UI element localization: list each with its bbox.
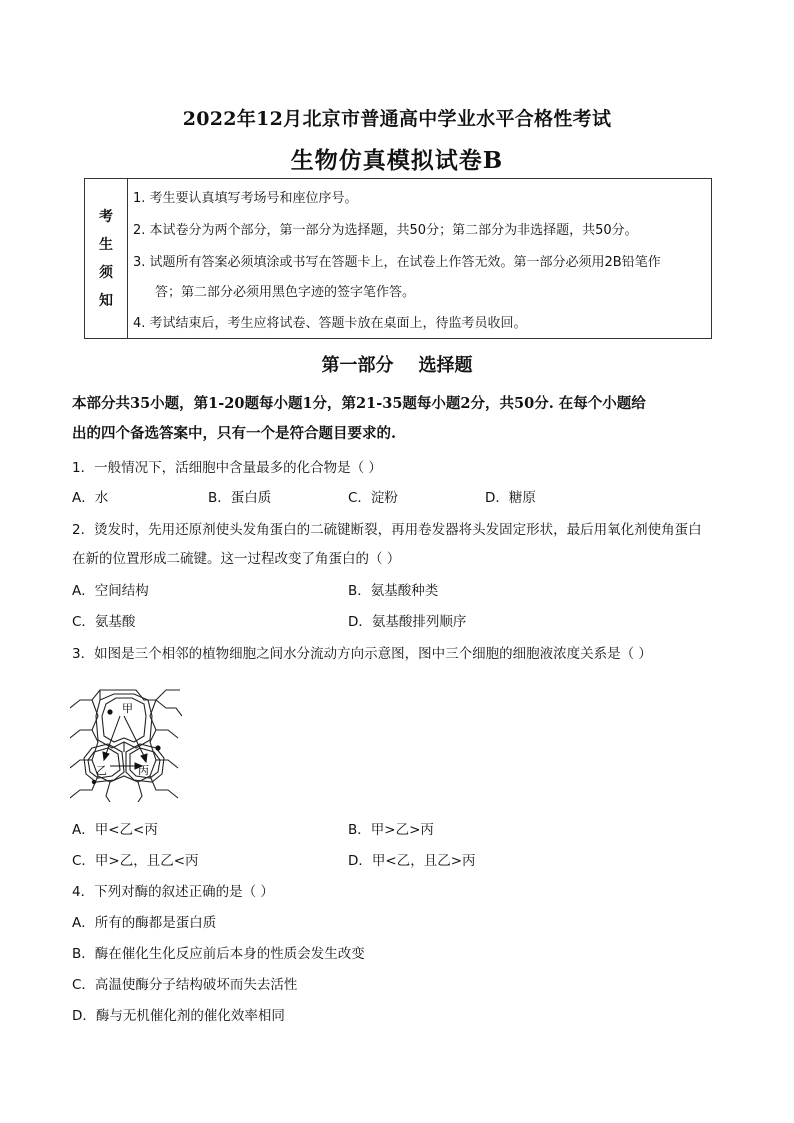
question-4-option-c: C．高温使酶分子结构破坏而失去活性 (72, 977, 298, 993)
question-2-option-d: D．氨基酸排列顺序 (348, 614, 467, 630)
question-1-option-a: A．水 (72, 490, 109, 506)
cell-label-bing: 丙 (138, 764, 149, 777)
question-4-option-a: A．所有的酶都是蛋白质 (72, 915, 217, 931)
section-title: 第一部分 选择题 (321, 355, 473, 376)
question-3-option-d: D．甲<乙，且乙>丙 (348, 853, 476, 869)
question-2-option-c: C．氨基酸 (72, 614, 136, 630)
question-3-option-c: C．甲>乙，且乙<丙 (72, 853, 199, 869)
question-4-stem: 4．下列对酶的叙述正确的是（ ） (72, 884, 274, 900)
notice-label-char: 知 (99, 292, 113, 309)
notice-item: 2. 本试卷分为两个部分，第一部分为选择题，共50分；第二部分为非选择题，共50分。 (133, 223, 638, 238)
question-4-option-b: B．酶在催化生化反应前后本身的性质会发生改变 (72, 946, 365, 962)
question-3-option-a: A．甲<乙<丙 (72, 822, 158, 838)
notice-label-char: 须 (99, 264, 113, 281)
cell-network-figure (70, 686, 182, 802)
section-intro-line: 出的四个备选答案中，只有一个是符合题目要求的. (72, 425, 397, 442)
section-intro-line: 本部分共35小题，第1-20题每小题1分，第21-35题每小题2分，共50分. 在每个小题给 (72, 395, 646, 412)
question-2-option-b: B．氨基酸种类 (348, 583, 439, 599)
question-2-stem: 2．烫发时，先用还原剂使头发角蛋白的二硫键断裂，再用卷发器将头发固定形状，最后用氧化剂使角蛋白 (72, 522, 702, 538)
notice-label-char: 考 (99, 208, 113, 225)
question-2-option-a: A．空间结构 (72, 583, 149, 599)
notice-item: 4. 考试结束后，考生应将试卷、答题卡放在桌面上，待监考员收回。 (133, 316, 527, 331)
question-3-stem: 3．如图是三个相邻的植物细胞之间水分流动方向示意图，图中三个细胞的细胞液浓度关系是（ ） (72, 646, 652, 662)
notice-label (85, 179, 128, 338)
exam-notice-box (84, 178, 712, 339)
notice-item: 1. 考生要认真填写考场号和座位序号。 (133, 191, 358, 206)
notice-item: 3. 试题所有答案必须填涂或书写在答题卡上，在试卷上作答无效。第一部分必须用2B铅笔作 (133, 255, 661, 270)
exam-subtitle: 生物仿真模拟试卷B (290, 147, 504, 174)
notice-label-char: 生 (99, 236, 113, 253)
notice-item: 答；第二部分必须用黑色字迹的签字笔作答。 (155, 285, 416, 300)
cell-label-yi: 乙 (96, 764, 107, 777)
question-1-stem: 1．一般情况下，活细胞中含量最多的化合物是（ ） (72, 460, 382, 476)
question-1-option-c: C．淀粉 (348, 490, 398, 506)
cell-label-jia: 甲 (122, 702, 133, 715)
question-3-option-b: B．甲>乙>丙 (348, 822, 434, 838)
plant-cell-diagram (70, 686, 182, 806)
question-4-option-d: D．酶与无机催化剂的催化效率相同 (72, 1008, 285, 1024)
question-2-stem: 在新的位置形成二硫键。这一过程改变了角蛋白的（ ） (72, 551, 401, 567)
question-1-option-b: B．蛋白质 (208, 490, 272, 506)
question-1-option-d: D．糖原 (485, 490, 536, 506)
exam-title: 2022年12月北京市普通高中学业水平合格性考试 (182, 108, 612, 130)
